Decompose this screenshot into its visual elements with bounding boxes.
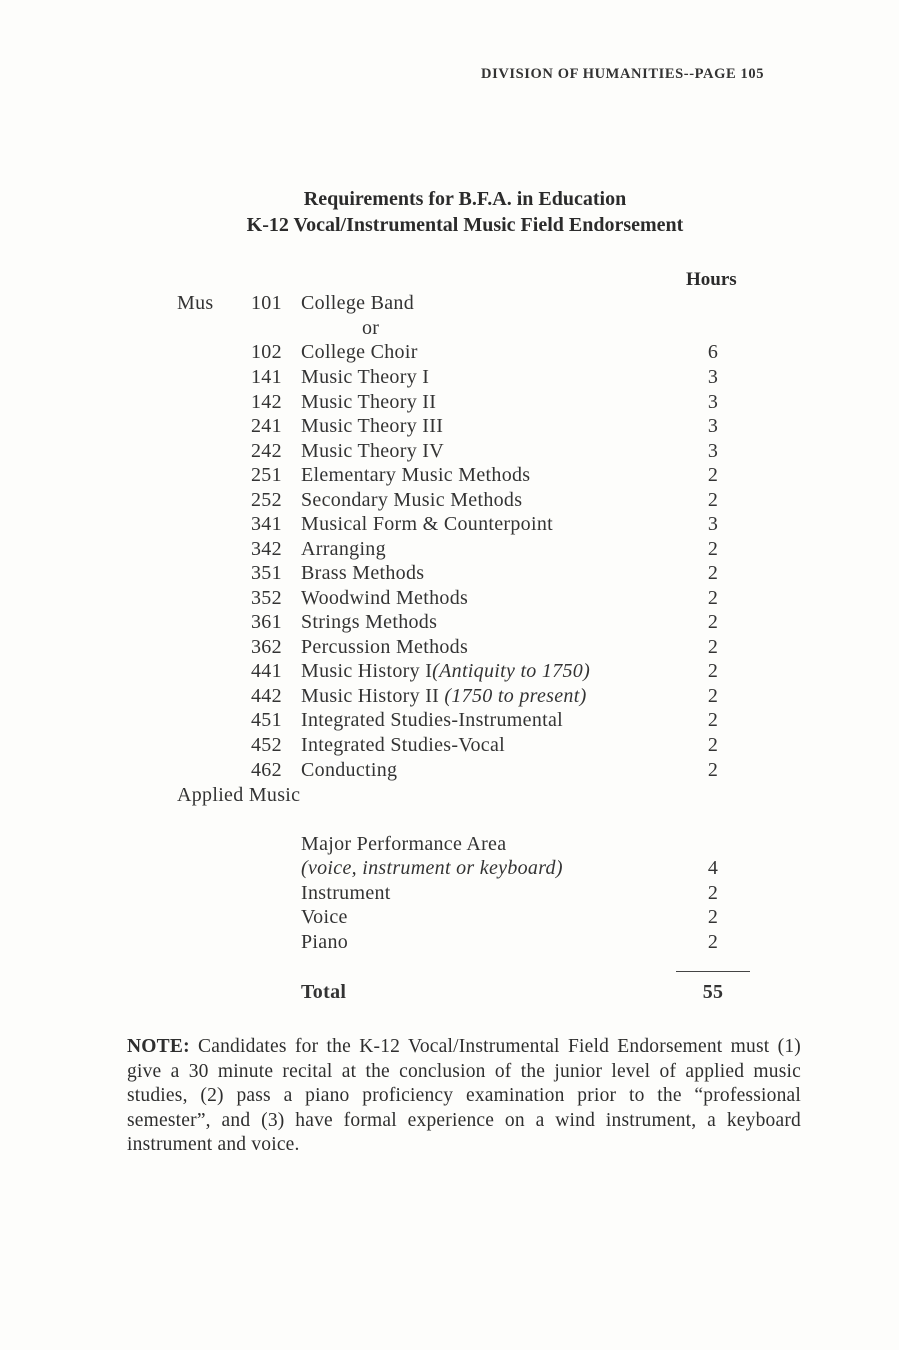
course-number: 252 (251, 489, 282, 511)
course-number: 441 (251, 660, 282, 682)
course-name: Brass Methods (301, 562, 425, 584)
piano-label: Piano (301, 931, 349, 953)
page-title-line-2: K-12 Vocal/Instrumental Music Field Endorsement (246, 214, 684, 236)
note-paragraph (127, 1035, 801, 1158)
major-performance-hours: 4 (707, 857, 719, 879)
course-hours: 2 (707, 562, 719, 584)
course-name: Integrated Studies-Instrumental (301, 709, 564, 731)
course-name: Music Theory I (301, 366, 430, 388)
course-hours: 2 (707, 489, 719, 511)
course-hours: 2 (707, 734, 719, 756)
course-name-italic: (Antiquity to 1750) (432, 660, 591, 682)
course-name: College Band (301, 292, 415, 314)
course-hours: 2 (707, 660, 719, 682)
course-number: 451 (251, 709, 282, 731)
course-name: Strings Methods (301, 611, 438, 633)
instrument-label: Instrument (301, 882, 391, 904)
course-number: 351 (251, 562, 282, 584)
course-hours: 2 (707, 709, 719, 731)
total-label: Total (301, 981, 347, 1003)
course-number: 352 (251, 587, 282, 609)
course-number: 362 (251, 636, 282, 658)
course-name: Integrated Studies-Vocal (301, 734, 505, 756)
course-hours: 2 (707, 464, 719, 486)
course-name: Percussion Methods (301, 636, 469, 658)
major-performance-label: Major Performance Area (301, 833, 507, 855)
page-title-line-1: Requirements for B.F.A. in Education (303, 188, 627, 210)
department-code: Mus (177, 292, 214, 314)
course-hours: 3 (707, 391, 719, 413)
course-name: Musical Form & Counterpoint (301, 513, 553, 535)
major-performance-subtitle: (voice, instrument or keyboard) (301, 857, 563, 879)
course-name-italic: (1750 to present) (444, 685, 587, 707)
course-hours: 2 (707, 538, 719, 560)
course-number: 141 (251, 366, 282, 388)
note-text: Candidates for the K-12 Vocal/Instrumental Field Endorsement must (1) give a 30 minute recital at the conclusion of the junior level of applied music studies, (2) pass a piano proficiency examination prior to the “professional semester”, and (3) have formal experience on a wind instrument, a keyboard instrument and voice. (127, 1036, 801, 1156)
course-name (301, 660, 590, 683)
course-name: College Choir (301, 341, 418, 363)
hours-column-header: Hours (686, 269, 737, 290)
course-hours: 2 (707, 587, 719, 609)
course-hours: 3 (707, 513, 719, 535)
total-hours: 55 (702, 981, 724, 1003)
course-number: 242 (251, 440, 282, 462)
course-hours: 2 (707, 759, 719, 781)
course-number: 442 (251, 685, 282, 707)
course-number: 361 (251, 611, 282, 633)
course-hours: 2 (707, 636, 719, 658)
course-number: 101 (251, 292, 282, 314)
course-number: 142 (251, 391, 282, 413)
course-hours: 3 (707, 415, 719, 437)
course-name: Music Theory II (301, 391, 437, 413)
course-hours: 6 (707, 341, 719, 363)
course-hours: 2 (707, 685, 719, 707)
course-number: 341 (251, 513, 282, 535)
course-name: Secondary Music Methods (301, 489, 523, 511)
or-connector: or (362, 317, 380, 339)
voice-label: Voice (301, 906, 348, 928)
course-number: 241 (251, 415, 282, 437)
course-name-main: Music History I (301, 660, 433, 682)
instrument-hours: 2 (707, 882, 719, 904)
course-number: 102 (251, 341, 282, 363)
course-name-main: Music History II (301, 685, 445, 707)
course-name: Conducting (301, 759, 398, 781)
applied-music-label: Applied Music (177, 784, 301, 806)
note-label: NOTE: (127, 1036, 190, 1057)
course-hours: 3 (707, 366, 719, 388)
course-hours: 3 (707, 440, 719, 462)
course-number: 342 (251, 538, 282, 560)
course-number: 452 (251, 734, 282, 756)
course-number: 251 (251, 464, 282, 486)
running-head: DIVISION OF HUMANITIES--PAGE 105 (481, 66, 765, 82)
course-name: Elementary Music Methods (301, 464, 531, 486)
course-name (301, 685, 587, 708)
voice-hours: 2 (707, 906, 719, 928)
course-name: Arranging (301, 538, 386, 560)
course-name: Music Theory IV (301, 440, 444, 462)
course-name: Music Theory III (301, 415, 444, 437)
course-hours: 2 (707, 611, 719, 633)
course-number: 462 (251, 759, 282, 781)
total-divider (676, 971, 750, 972)
piano-hours: 2 (707, 931, 719, 953)
course-name: Woodwind Methods (301, 587, 469, 609)
